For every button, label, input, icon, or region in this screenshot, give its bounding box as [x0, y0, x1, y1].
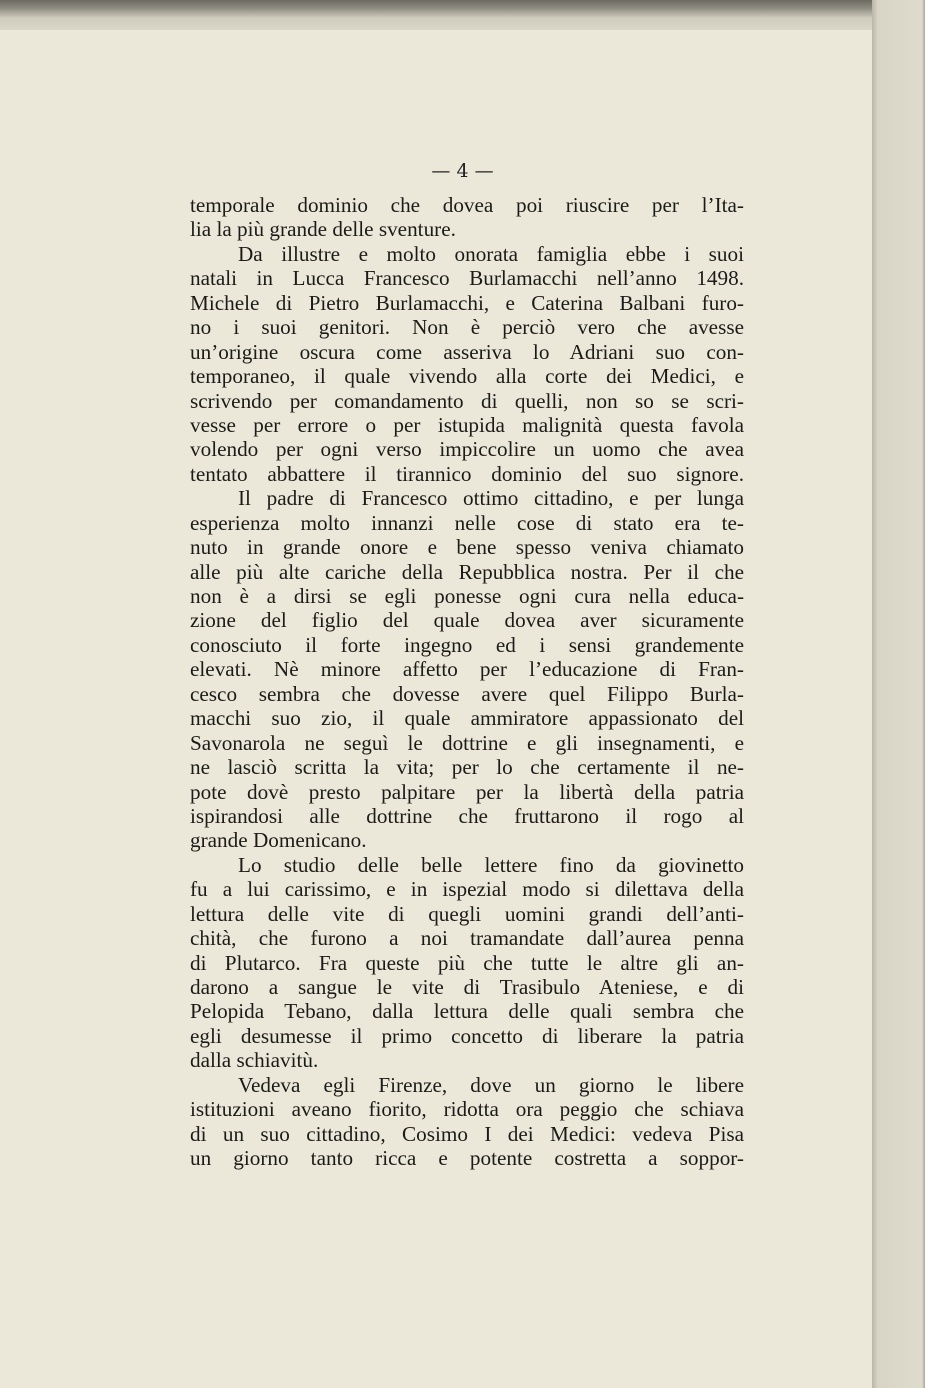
- text-line: vesse per errore o per istupida malignità questa favola: [190, 412, 744, 437]
- text-line: lia la più grande delle sventure.: [190, 217, 456, 242]
- text-line: cesco sembra che dovesse avere quel Filippo Burla-: [190, 681, 744, 706]
- text-line: un giorno tanto ricca e potente costretta a soppor-: [190, 1146, 744, 1171]
- text-line: scrivendo per comandamento di quelli, non so se scri-: [190, 388, 744, 413]
- text-line: grande Domenicano.: [190, 828, 367, 853]
- text-line: di Plutarco. Fra queste più che tutte le altre gli an-: [190, 950, 744, 975]
- text-line: nuto in grande onore e bene spesso veniva chiamato: [190, 535, 744, 560]
- text-line: non è a dirsi se egli ponesse ogni cura nella educa-: [190, 584, 744, 608]
- text-line: pote dovè presto palpitare per la libertà della patria: [190, 779, 744, 804]
- text-line: darono a sangue le vite di Trasibulo Ateniese, e di: [190, 975, 744, 999]
- text-line: Vedeva egli Firenze, dove un giorno le libere: [238, 1072, 744, 1097]
- body-text: [190, 193, 744, 1171]
- text-line: Da illustre e molto onorata famiglia ebbe i suoi: [238, 241, 744, 266]
- text-line: Savonarola ne seguì le dottrine e gli insegnamenti, e: [190, 730, 744, 755]
- text-line: no i suoi genitori. Non è perciò vero che avesse: [190, 315, 744, 340]
- text-line: Lo studio delle belle lettere fino da giovinetto: [238, 852, 744, 877]
- text-line: un’origine oscura come asseriva lo Adriani suo con-: [190, 339, 744, 364]
- text-line: natali in Lucca Francesco Burlamacchi nell’anno 1498.: [190, 266, 744, 291]
- text-line: Pelopida Tebano, dalla lettura delle quali sembra che: [190, 999, 744, 1024]
- text-line: ispirandosi alle dottrine che fruttarono il rogo al: [190, 803, 744, 828]
- page-number: — 4 —: [431, 160, 494, 182]
- text-line: elevati. Nè minore affetto per l’educazione di Fran-: [190, 657, 744, 682]
- text-line: lettura delle vite di quegli uomini grandi dell’anti-: [190, 901, 744, 926]
- text-line: esperienza molto innanzi nelle cose di stato era te-: [190, 510, 744, 535]
- text-line: alle più alte cariche della Repubblica nostra. Per il che: [190, 559, 744, 584]
- text-line: zione del figlio del quale dovea aver sicuramente: [190, 608, 744, 633]
- text-line: temporale dominio che dovea poi riuscire per l’Ita-: [190, 193, 744, 217]
- text-line: conosciuto il forte ingegno ed i sensi grandemente: [190, 632, 744, 657]
- text-line: fu a lui carissimo, e in ispezial modo si dilettava della: [190, 877, 744, 902]
- text-line: macchi suo zio, il quale ammiratore appassionato del: [190, 706, 744, 731]
- text-line: chità, che furono a noi tramandate dall’aurea penna: [190, 926, 744, 951]
- text-line: volendo per ogni verso impiccolire un uomo che avea: [190, 437, 744, 462]
- text-line: tentato abbattere il tirannico dominio del suo signore.: [190, 461, 744, 486]
- text-line: dalla schiavitù.: [190, 1048, 319, 1073]
- text-line: egli desumesse il primo concetto di liberare la patria: [190, 1023, 744, 1048]
- text-line: istituzioni aveano fiorito, ridotta ora peggio che schiava: [190, 1097, 744, 1122]
- text-line: Michele di Pietro Burlamacchi, e Caterina Balbani furo-: [190, 290, 744, 315]
- text-line: Il padre di Francesco ottimo cittadino, e per lunga: [238, 486, 744, 511]
- text-line: di un suo cittadino, Cosimo I dei Medici: vedeva Pisa: [190, 1121, 744, 1146]
- scan-right-edge: [872, 0, 925, 1388]
- text-line: ne lasciò scritta la vita; per lo che certamente il ne-: [190, 755, 744, 780]
- text-line: temporaneo, il quale vivendo alla corte dei Medici, e: [190, 364, 744, 389]
